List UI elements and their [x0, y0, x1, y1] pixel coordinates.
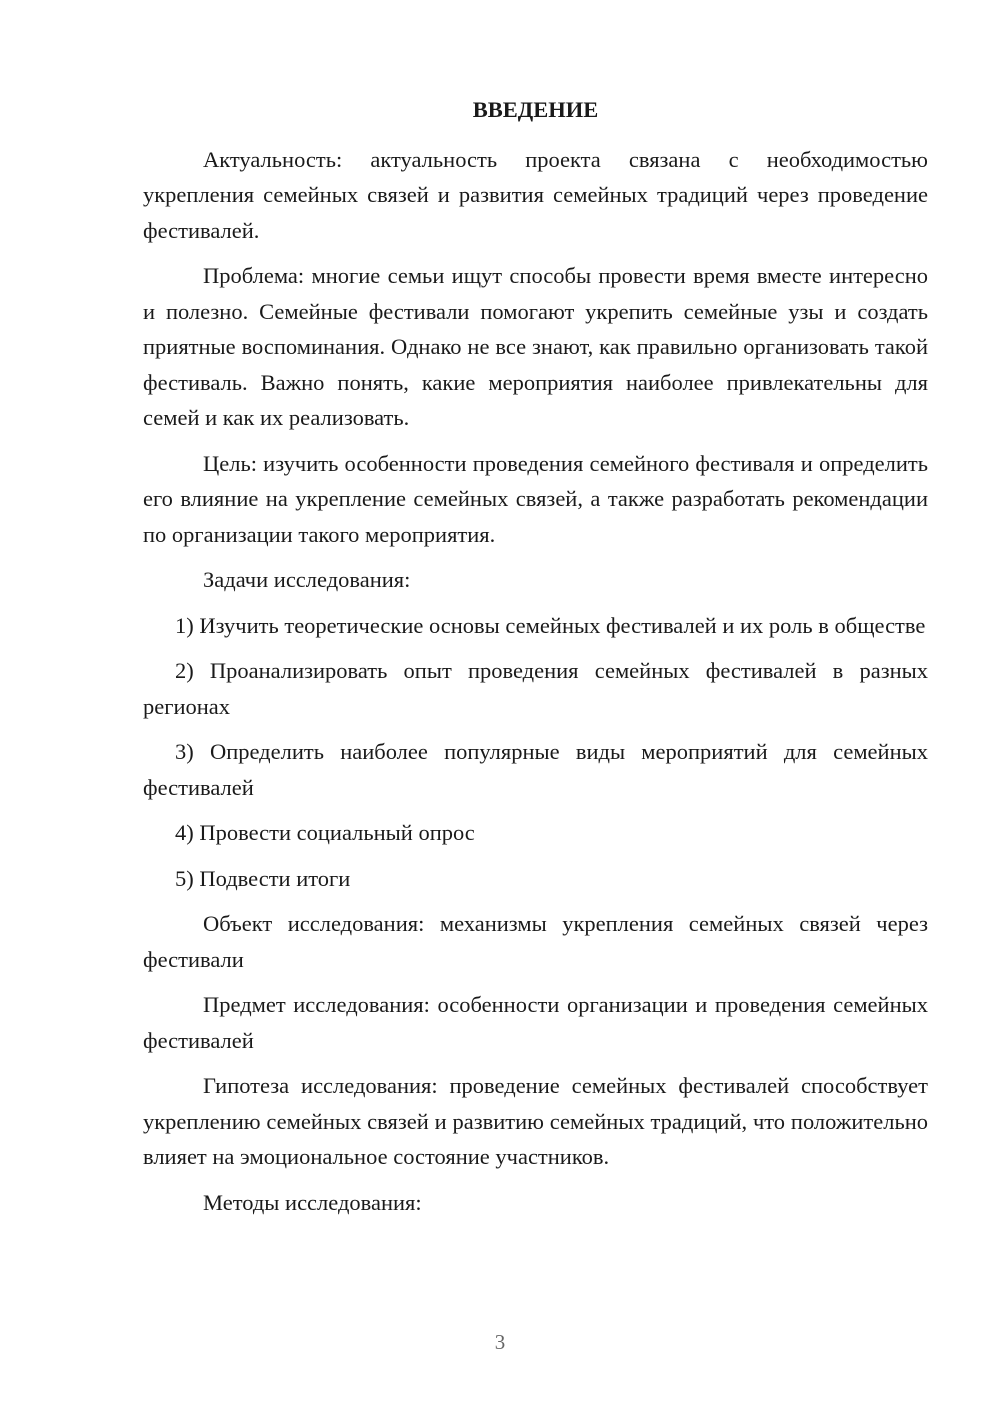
section-title: ВВЕДЕНИЕ — [472, 97, 599, 122]
relevance-paragraph: Актуальность: актуальность проекта связана с необходимостью укрепления семейных связей и развития семейных традиций через проведение фестивалей. — [143, 146, 928, 243]
task-item-2: 2) Проанализировать опыт проведения семейных фестивалей в разных регионах — [143, 658, 928, 719]
subject-paragraph: Предмет исследования: особенности организации и проведения семейных фестивалей — [143, 992, 928, 1053]
problem-paragraph: Проблема: многие семьи ищут способы провести время вместе интересно и полезно. Семейные фестивали помогают укрепить семейные узы и создать приятные воспоминания. Однако не все знают, как правильно организовать такой фестиваль. Важно понять, какие мероприятия наиболее привлекательны для семей и как их реализовать. — [143, 263, 928, 430]
tasks-heading: Задачи исследования: — [203, 567, 411, 592]
hypothesis-paragraph: Гипотеза исследования: проведение семейных фестивалей способствует укреплению семейных связей и развитию семейных традиций, что положительно влияет на эмоциональное состояние участников. — [143, 1073, 928, 1169]
task-item-4: 4) Провести социальный опрос — [175, 820, 475, 845]
page-number: 3 — [494, 1330, 506, 1354]
document-page — [143, 92, 928, 1230]
task-item-5: 5) Подвести итоги — [175, 865, 351, 891]
goal-paragraph: Цель: изучить особенности проведения семейного фестиваля и определить его влияние на укрепление семейных связей, а также разработать рекомендации по организации такого мероприятия. — [143, 450, 928, 547]
object-paragraph: Объект исследования: механизмы укрепления семейных связей через фестивали — [143, 911, 928, 972]
task-item-3: 3) Определить наиболее популярные виды мероприятий для семейных фестивалей — [143, 739, 928, 800]
task-item-1: 1) Изучить теоретические основы семейных фестивалей и их роль в обществе — [175, 612, 926, 638]
methods-heading: Методы исследования: — [203, 1189, 422, 1215]
